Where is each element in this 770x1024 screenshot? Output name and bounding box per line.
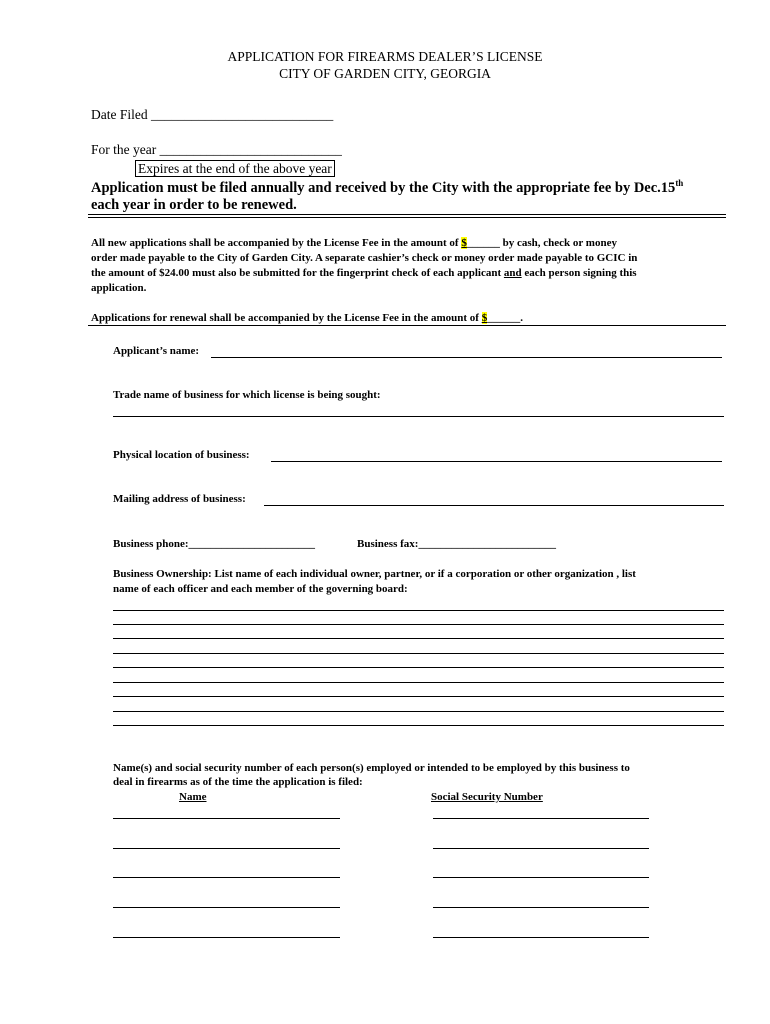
ownership-line-field-4[interactable] (113, 653, 724, 654)
new-fee-blank[interactable]: ______ (466, 237, 500, 249)
column-header-ssn: Social Security Number (431, 791, 543, 803)
business-fax-row (357, 538, 556, 550)
ownership-line-field-6[interactable] (113, 682, 724, 683)
renewal-notice-sup: th (675, 178, 684, 188)
trade-name-field[interactable] (113, 416, 724, 417)
renewal-fee-line (91, 312, 523, 324)
physical-location-label: Physical location of business: (113, 449, 250, 461)
employee-ssn-field-3[interactable] (433, 877, 649, 878)
employee-name-field-5[interactable] (113, 937, 340, 938)
business-phone-row (113, 538, 315, 550)
fee-line-1 (91, 237, 617, 249)
employee-name-field-2[interactable] (113, 848, 340, 849)
employees-line-2: deal in firearms as of the time the application is filed: (113, 776, 363, 788)
employee-ssn-field-4[interactable] (433, 907, 649, 908)
mailing-address-field[interactable] (264, 505, 724, 506)
renewal-notice-line2: each year in order to be renewed. (91, 197, 297, 213)
column-header-name: Name (179, 791, 207, 803)
ownership-line-field-8[interactable] (113, 711, 724, 712)
ownership-line-field-2[interactable] (113, 624, 724, 625)
date-filed-row (91, 107, 333, 123)
ownership-line-1: Business Ownership: List name of each individual owner, partner, or if a corporation or other organization , list (113, 568, 636, 580)
renewal-notice-text: Application must be filed annually and received by the City with the appropriate fee by Dec.15 (91, 179, 676, 196)
renewal-fee-blank[interactable]: ______ (487, 312, 521, 324)
ownership-line-field-3[interactable] (113, 638, 724, 639)
applicant-name-label: Applicant’s name: (113, 345, 200, 357)
renewal-fee-period: . (520, 312, 523, 324)
fee-line-2: order made payable to the City of Garden City. A separate cashier’s check or money order made payable to GCIC in (91, 252, 638, 264)
trade-name-label: Trade name of business for which license is being sought: (113, 389, 381, 401)
fee-text-d: each person signing this (521, 267, 637, 279)
employee-name-field-1[interactable] (113, 818, 340, 819)
business-fax-label: Business fax: (357, 538, 419, 550)
form-title: APPLICATION FOR FIREARMS DEALER’S LICENSE (227, 49, 543, 64)
for-year-label: For the year (91, 142, 160, 157)
business-fax-field[interactable]: _________________________ (418, 538, 556, 550)
business-phone-label: Business phone: (113, 538, 189, 550)
fee-dollar-highlight: $ (461, 237, 467, 249)
date-filed-field[interactable]: ___________________________ (151, 107, 334, 122)
renewal-fee-text: Applications for renewal shall be accompanied by the License Fee in the amount of (91, 312, 482, 324)
mailing-address-label: Mailing address of business: (113, 493, 246, 505)
employee-name-field-3[interactable] (113, 877, 340, 878)
ownership-line-field-7[interactable] (113, 696, 724, 697)
divider-top-2 (88, 217, 726, 218)
expires-note-box: Expires at the end of the above year (135, 160, 335, 177)
divider-top (88, 214, 726, 215)
fee-line-3 (91, 267, 637, 279)
renewal-dollar-highlight: $ (481, 312, 488, 324)
for-year-field[interactable]: ___________________________ (159, 142, 342, 157)
for-year-row (91, 142, 342, 158)
ownership-line-field-9[interactable] (113, 725, 724, 726)
applicant-name-field[interactable] (211, 357, 722, 358)
fee-text-a: All new applications shall be accompanied by the License Fee in the amount of (91, 237, 462, 249)
employees-line-1: Name(s) and social security number of each person(s) employed or intended to be employed by this business to (113, 762, 630, 774)
fee-text-c: the amount of $24.00 must also be submitted for the fingerprint check of each applicant (91, 267, 504, 279)
date-filed-label: Date Filed (91, 107, 151, 122)
divider-renewal (88, 325, 726, 326)
employee-ssn-field-2[interactable] (433, 848, 649, 849)
fee-line-4: application. (91, 282, 147, 294)
ownership-line-2: name of each officer and each member of the governing board: (113, 583, 408, 595)
ownership-line-field-1[interactable] (113, 610, 724, 611)
fee-and-underlined: and (503, 267, 522, 279)
renewal-notice-line1 (91, 178, 683, 197)
employee-ssn-field-1[interactable] (433, 818, 649, 819)
employee-name-field-4[interactable] (113, 907, 340, 908)
physical-location-field[interactable] (271, 461, 722, 462)
employee-ssn-field-5[interactable] (433, 937, 649, 938)
form-subtitle: CITY OF GARDEN CITY, GEORGIA (279, 66, 491, 81)
business-phone-field[interactable]: _______________________ (188, 538, 316, 550)
ownership-line-field-5[interactable] (113, 667, 724, 668)
fee-text-b: by cash, check or money (499, 237, 617, 249)
